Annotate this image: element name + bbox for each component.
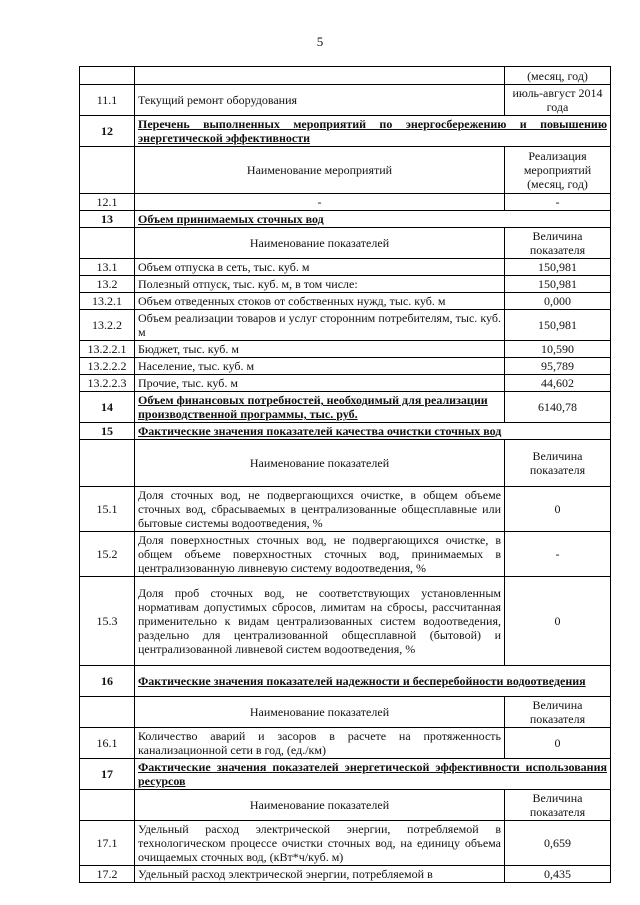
row-value: 0,000 — [505, 293, 611, 310]
column-header-name: Наименование показателей — [135, 228, 505, 259]
row-value: - — [505, 194, 611, 211]
column-header-value: Реализация мероприятий (месяц, год) — [505, 147, 611, 194]
row-value: 95,789 — [505, 358, 611, 375]
row-number: 12.1 — [80, 194, 135, 211]
table-row — [80, 577, 611, 666]
row-number — [80, 697, 135, 728]
row-value: 150,981 — [505, 276, 611, 293]
section-row — [80, 666, 611, 697]
row-number: 13.2.2.2 — [80, 358, 135, 375]
section-title: Фактические значения показателей качества очистки сточных вод — [135, 423, 611, 440]
row-number: 13.2.2.1 — [80, 341, 135, 358]
column-header-name: Наименование мероприятий — [135, 147, 505, 194]
section-title: Объем финансовых потребностей, необходимый для реализации производственной программы, тыс. руб. — [135, 392, 505, 423]
row-name: Объем отведенных стоков от собственных нужд, тыс. куб. м — [135, 293, 505, 310]
column-header-name: Наименование показателей — [135, 697, 505, 728]
table-row — [80, 85, 611, 116]
row-value: 0,659 — [505, 821, 611, 866]
column-header-value: Величина показателя — [505, 228, 611, 259]
row-name: Доля проб сточных вод, не соответствующих установленным нормативам допустимых сбросов, лимитам на сбросы, рассчитанная применительно к видам централизованных систем водоотведения, раздельно для централизованной общесплавной (бытовой) и централизованной ливневой систем водоотведения, % — [135, 577, 505, 666]
row-name: Доля сточных вод, не подвергающихся очистке, в общем объеме сточных вод, сбрасываемых в централизованные общесплавные или бытовые системы водоотведения, % — [135, 487, 505, 532]
column-header-value: Величина показателя — [505, 697, 611, 728]
row-name: Полезный отпуск, тыс. куб. м, в том числе: — [135, 276, 505, 293]
row-value: - — [505, 532, 611, 577]
section-number: 15 — [80, 423, 135, 440]
row-number — [80, 147, 135, 194]
table-row — [80, 728, 611, 759]
section-number: 14 — [80, 392, 135, 423]
column-header-name: Наименование показателей — [135, 790, 505, 821]
row-number: 13.2 — [80, 276, 135, 293]
row-number: 15.2 — [80, 532, 135, 577]
indicators-table — [79, 66, 611, 883]
section-title: Фактические значения показателей энергетической эффективности использования ресурсов — [135, 759, 611, 790]
table-row — [80, 310, 611, 341]
row-number: 17.2 — [80, 866, 135, 883]
table-row — [80, 259, 611, 276]
row-name: Объем отпуска в сеть, тыс. куб. м — [135, 259, 505, 276]
section-number: 13 — [80, 211, 135, 228]
table-row — [80, 821, 611, 866]
row-value: 150,981 — [505, 259, 611, 276]
row-name — [135, 67, 505, 85]
row-name: Удельный расход электрической энергии, потребляемой в — [135, 866, 505, 883]
row-value: 10,590 — [505, 341, 611, 358]
row-value: 0 — [505, 577, 611, 666]
page-number: 5 — [316, 34, 324, 49]
section-row — [80, 211, 611, 228]
row-value: 0,435 — [505, 866, 611, 883]
row-name: Прочие, тыс. куб. м — [135, 375, 505, 392]
section-row — [80, 116, 611, 147]
section-number: 16 — [80, 666, 135, 697]
table-row — [80, 358, 611, 375]
row-name: Объем реализации товаров и услуг сторонним потребителям, тыс. куб. м — [135, 310, 505, 341]
table-row — [80, 532, 611, 577]
row-value: 0 — [505, 728, 611, 759]
row-number: 13.2.2.3 — [80, 375, 135, 392]
row-value: (месяц, год) — [505, 67, 611, 85]
section-row — [80, 759, 611, 790]
table-header-row — [80, 790, 611, 821]
row-number: 13.2.1 — [80, 293, 135, 310]
table-row — [80, 866, 611, 883]
row-value: 44,602 — [505, 375, 611, 392]
table-header-row — [80, 697, 611, 728]
table-row — [80, 487, 611, 532]
table-row — [80, 194, 611, 211]
row-number — [80, 440, 135, 487]
row-name: Население, тыс. куб. м — [135, 358, 505, 375]
row-name: Текущий ремонт оборудования — [135, 85, 505, 116]
table-row — [80, 341, 611, 358]
section-title: Перечень выполненных мероприятий по энергосбережению и повышению энергетической эффективности — [135, 116, 611, 147]
row-value: июль-август 2014 года — [505, 85, 611, 116]
column-header-name: Наименование показателей — [135, 440, 505, 487]
row-name: - — [135, 194, 505, 211]
row-name: Доля поверхностных сточных вод, не подвергающихся очистке, в общем объеме поверхностных сточных вод, принимаемых в централизованную ливневую систему водоотведения, % — [135, 532, 505, 577]
column-header-value: Величина показателя — [505, 440, 611, 487]
table-row — [80, 276, 611, 293]
section-number: 12 — [80, 116, 135, 147]
row-number: 16.1 — [80, 728, 135, 759]
table-row — [80, 375, 611, 392]
row-number: 17.1 — [80, 821, 135, 866]
row-number — [80, 67, 135, 85]
row-name: Бюджет, тыс. куб. м — [135, 341, 505, 358]
table-header-row — [80, 440, 611, 487]
section-title: Фактические значения показателей надежности и бесперебойности водоотведения — [135, 666, 611, 697]
table-header-row — [80, 147, 611, 194]
row-number: 15.3 — [80, 577, 135, 666]
column-header-value: Величина показателя — [505, 790, 611, 821]
row-number: 15.1 — [80, 487, 135, 532]
row-number — [80, 790, 135, 821]
section-value: 6140,78 — [505, 392, 611, 423]
section-number: 17 — [80, 759, 135, 790]
table-row — [80, 293, 611, 310]
table-header-row — [80, 228, 611, 259]
row-number — [80, 228, 135, 259]
row-value: 0 — [505, 487, 611, 532]
row-number: 11.1 — [80, 85, 135, 116]
section-title: Объем принимаемых сточных вод — [135, 211, 611, 228]
row-name: Количество аварий и засоров в расчете на протяженность канализационной сети в год, (ед./км) — [135, 728, 505, 759]
row-number: 13.1 — [80, 259, 135, 276]
section-row — [80, 423, 611, 440]
table-row — [80, 67, 611, 85]
row-value: 150,981 — [505, 310, 611, 341]
row-name: Удельный расход электрической энергии, потребляемой в технологическом процессе очистки сточных вод, на единицу объема очищаемых сточных вод, (кВт*ч/куб. м) — [135, 821, 505, 866]
section-row — [80, 392, 611, 423]
row-number: 13.2.2 — [80, 310, 135, 341]
